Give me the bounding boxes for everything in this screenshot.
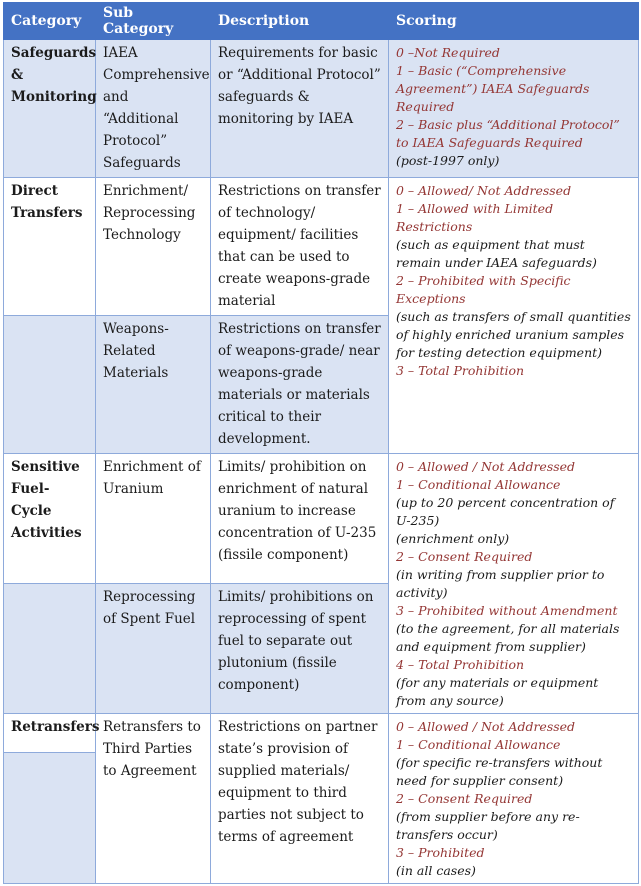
scoring-cell <box>389 714 639 884</box>
scoring-line: 3 – Prohibited <box>396 845 485 860</box>
row-direct-transfers-1 <box>4 178 639 316</box>
col-header-description: Description <box>211 3 389 40</box>
subcategory-cell: Reprocessing of Spent Fuel <box>96 584 211 714</box>
header-row <box>4 3 639 40</box>
scoring-line: 2 – Prohibited with Specific Exceptions <box>396 273 571 306</box>
category-cell: Sensitive Fuel-Cycle Activities <box>4 454 96 584</box>
subcategory-cell: IAEA Comprehensive and “Additional Protocol” Safeguards <box>96 40 211 178</box>
category-cell: Direct Transfers <box>4 178 96 316</box>
description-cell: Limits/ prohibitions on reprocessing of spent fuel to separate out plutonium (fissile component) <box>211 584 389 714</box>
row-retransfers-1 <box>4 714 639 753</box>
scoring-note-line: (post-1997 only) <box>396 153 500 168</box>
scoring-note-line: (enrichment only) <box>396 531 510 546</box>
scoring-note-line: (for any materials or equipment from any source) <box>396 675 599 708</box>
category-cell-empty <box>4 753 96 884</box>
scoring-cell <box>389 40 639 178</box>
row-fuel-cycle-1 <box>4 454 639 584</box>
scoring-line: 2 – Consent Required <box>396 791 533 806</box>
scoring-line: 3 – Prohibited without Amendment <box>396 603 618 618</box>
scoring-line: 0 – Allowed / Not Addressed <box>396 459 576 474</box>
col-header-category: Category <box>4 3 96 40</box>
description-cell: Restrictions on transfer of technology/ equipment/ facilities that can be used to create weapons-grade material <box>211 178 389 316</box>
description-cell: Requirements for basic or “Additional Protocol” safeguards & monitoring by IAEA <box>211 40 389 178</box>
category-cell: Safeguards & Monitoring <box>4 40 96 178</box>
subcategory-cell: Retransfers to Third Parties to Agreement <box>96 714 211 884</box>
scoring-note-line: (in all cases) <box>396 863 476 878</box>
subcategory-cell: Enrichment of Uranium <box>96 454 211 584</box>
scoring-line: 1 – Conditional Allowance <box>396 737 561 752</box>
scoring-line: 1 – Conditional Allowance <box>396 477 561 492</box>
scoring-line: 1 – Basic (“Comprehensive Agreement”) IAEA Safeguards Required <box>396 63 590 114</box>
scoring-line: 4 – Total Prohibition <box>396 657 525 672</box>
subcategory-cell: Weapons-Related Materials <box>96 316 211 454</box>
scoring-note-line: (from supplier before any re-transfers occur) <box>396 809 580 842</box>
scoring-line: 1 – Allowed with Limited Restrictions <box>396 201 554 234</box>
scoring-cell <box>389 454 639 714</box>
scoring-note-line: (for specific re-transfers without need for supplier consent) <box>396 755 603 788</box>
row-safeguards <box>4 40 639 178</box>
description-cell: Limits/ prohibition on enrichment of natural uranium to increase concentration of U-235 (fissile component) <box>211 454 389 584</box>
scoring-note-line: (to the agreement, for all materials and equipment from supplier) <box>396 621 620 654</box>
description-cell: Restrictions on transfer of weapons-grade/ near weapons-grade materials or materials critical to their development. <box>211 316 389 454</box>
scoring-note-line: (such as equipment that must remain under IAEA safeguards) <box>396 237 597 270</box>
col-header-sub-category: Sub Category <box>96 3 211 40</box>
col-header-scoring: Scoring <box>389 3 639 40</box>
scoring-line: 2 – Consent Required <box>396 549 533 564</box>
description-cell: Restrictions on partner state’s provision of supplied materials/ equipment to third parties not subject to terms of agreement <box>211 714 389 884</box>
scoring-cell <box>389 178 639 454</box>
category-cell: Retransfers <box>4 714 96 753</box>
scoring-line: 3 – Total Prohibition <box>396 363 525 378</box>
scoring-criteria-table <box>3 2 639 884</box>
scoring-note-line: (such as transfers of small quantities of highly enriched uranium samples for testing detection equipment) <box>396 309 631 360</box>
scoring-line: 0 –Not Required <box>396 45 500 60</box>
scoring-note-line: (in writing from supplier prior to activity) <box>396 567 605 600</box>
scoring-note-line: (up to 20 percent concentration of U-235) <box>396 495 615 528</box>
scoring-line: 0 – Allowed / Not Addressed <box>396 719 576 734</box>
category-cell-empty <box>4 316 96 454</box>
scoring-line: 0 – Allowed/ Not Addressed <box>396 183 572 198</box>
category-cell-empty <box>4 584 96 714</box>
scoring-line: 2 – Basic plus “Additional Protocol” to IAEA Safeguards Required <box>396 117 620 150</box>
subcategory-cell: Enrichment/ Reprocessing Technology <box>96 178 211 316</box>
